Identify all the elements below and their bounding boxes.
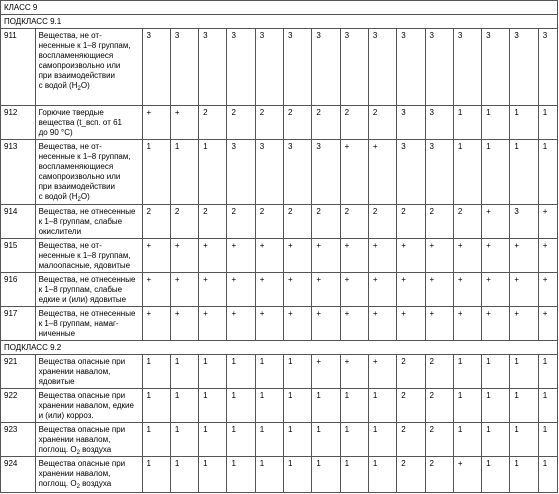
value-cell: 1 [340, 457, 368, 493]
row-description: Вещества, не отнесенные к 1–8 группам, слабые окислители [35, 205, 142, 239]
value-cell: 1 [255, 389, 283, 423]
value-cell: 1 [170, 423, 198, 457]
value-cell: + [142, 307, 170, 341]
value-cell: 3 [284, 140, 312, 205]
value-cell: 1 [142, 140, 170, 205]
table-row [1, 140, 558, 205]
value-cell: 2 [425, 423, 453, 457]
value-cell: 1 [312, 389, 340, 423]
value-cell: 3 [510, 205, 538, 239]
value-cell: 1 [482, 423, 510, 457]
value-cell: 1 [255, 355, 283, 389]
row-description: Вещества, не от- несенные к 1–8 группам, малоопасные, ядовитые [35, 239, 142, 273]
row-description: Вещества, не отнесенные к 1–8 группам, слабые едкие и (или) ядовитые [35, 273, 142, 307]
value-cell: 1 [453, 423, 481, 457]
value-cell: 1 [255, 457, 283, 493]
value-cell: + [397, 239, 425, 273]
value-cell: 1 [482, 140, 510, 205]
row-code: 912 [1, 106, 36, 140]
value-cell: + [170, 273, 198, 307]
value-cell: + [170, 307, 198, 341]
row-code: 915 [1, 239, 36, 273]
value-cell: 1 [510, 457, 538, 493]
value-cell: 3 [312, 29, 340, 106]
value-cell: 3 [227, 29, 255, 106]
value-cell: 3 [170, 29, 198, 106]
value-cell: + [284, 239, 312, 273]
value-cell: + [284, 307, 312, 341]
row-description: Вещества опасные при хранении навалом, поглощ. $O_2$ воздуха [35, 423, 142, 457]
value-cell: 1 [284, 389, 312, 423]
subclass-header-9-1: ПОДКЛАСС 9.1 [1, 15, 558, 29]
value-cell: 1 [538, 140, 557, 205]
value-cell: + [510, 273, 538, 307]
table-row [1, 307, 558, 341]
row-description: Вещества опасные при хранении навалом, ядовитые [35, 355, 142, 389]
value-cell: + [312, 355, 340, 389]
value-cell: + [482, 205, 510, 239]
value-cell: 2 [397, 205, 425, 239]
value-cell: + [199, 307, 227, 341]
value-cell: + [453, 457, 481, 493]
value-cell: 1 [538, 457, 557, 493]
value-cell: 3 [397, 29, 425, 106]
value-cell: 1 [199, 457, 227, 493]
value-cell: 1 [170, 140, 198, 205]
value-cell: + [312, 307, 340, 341]
value-cell: 1 [284, 355, 312, 389]
value-cell: 2 [368, 106, 396, 140]
value-cell: + [142, 106, 170, 140]
value-cell: 1 [170, 389, 198, 423]
value-cell: 3 [453, 29, 481, 106]
value-cell: + [368, 307, 396, 341]
value-cell: 3 [425, 29, 453, 106]
value-cell: + [368, 273, 396, 307]
value-cell: 1 [368, 423, 396, 457]
value-cell: 2 [199, 106, 227, 140]
value-cell: 1 [482, 355, 510, 389]
value-cell: + [425, 307, 453, 341]
value-cell: 3 [425, 140, 453, 205]
value-cell: 3 [482, 29, 510, 106]
value-cell: 1 [170, 355, 198, 389]
value-cell: 1 [284, 457, 312, 493]
value-cell: 1 [340, 389, 368, 423]
row-code: 924 [1, 457, 36, 493]
table-row [1, 273, 558, 307]
table-row [1, 29, 558, 106]
value-cell: 3 [368, 29, 396, 106]
value-cell: 1 [538, 106, 557, 140]
value-cell: 3 [538, 29, 557, 106]
value-cell: 2 [227, 106, 255, 140]
value-cell: 3 [227, 140, 255, 205]
value-cell: 2 [397, 389, 425, 423]
value-cell: 1 [227, 355, 255, 389]
value-cell: + [227, 307, 255, 341]
value-cell: 1 [453, 355, 481, 389]
value-cell: + [340, 140, 368, 205]
value-cell: 1 [340, 423, 368, 457]
value-cell: + [142, 273, 170, 307]
value-cell: + [453, 273, 481, 307]
value-cell: 1 [538, 389, 557, 423]
value-cell: 2 [340, 106, 368, 140]
value-cell: 1 [142, 457, 170, 493]
row-code: 922 [1, 389, 36, 423]
value-cell: 1 [227, 423, 255, 457]
row-description: Вещества, не от- несенные к 1–8 группам, воспламеняющиеся самопроизвольно или при взаимодействии с водой $(H_2O)$ [35, 29, 142, 106]
value-cell: 3 [510, 29, 538, 106]
row-code: 911 [1, 29, 36, 106]
value-cell: 3 [312, 140, 340, 205]
value-cell: + [453, 307, 481, 341]
value-cell: + [255, 273, 283, 307]
value-cell: 1 [482, 389, 510, 423]
row-code: 923 [1, 423, 36, 457]
value-cell: + [340, 273, 368, 307]
row-code: 916 [1, 273, 36, 307]
value-cell: 1 [538, 355, 557, 389]
value-cell: + [538, 307, 557, 341]
value-cell: 1 [199, 140, 227, 205]
value-cell: 1 [510, 355, 538, 389]
value-cell: + [482, 239, 510, 273]
value-cell: 2 [255, 106, 283, 140]
row-code: 914 [1, 205, 36, 239]
row-code: 921 [1, 355, 36, 389]
value-cell: 1 [510, 140, 538, 205]
value-cell: 1 [538, 423, 557, 457]
value-cell: 1 [199, 389, 227, 423]
row-description: Вещества, не отнесенные к 1–8 группам, намаг- ниченные [35, 307, 142, 341]
value-cell: 1 [482, 106, 510, 140]
value-cell: 1 [142, 423, 170, 457]
table-row [1, 457, 558, 493]
value-cell: 2 [340, 205, 368, 239]
value-cell: 2 [425, 205, 453, 239]
value-cell: 1 [142, 355, 170, 389]
value-cell: + [482, 307, 510, 341]
value-cell: 1 [199, 423, 227, 457]
value-cell: + [368, 239, 396, 273]
value-cell: 2 [312, 106, 340, 140]
value-cell: 1 [170, 457, 198, 493]
value-cell: + [397, 273, 425, 307]
value-cell: 2 [397, 355, 425, 389]
value-cell: 2 [255, 205, 283, 239]
table-row [1, 205, 558, 239]
table-row [1, 106, 558, 140]
table-row [1, 389, 558, 423]
value-cell: 2 [227, 205, 255, 239]
row-description: Вещества опасные при хранении навалом, поглощ. $O_2$ воздуха [35, 457, 142, 493]
value-cell: 3 [284, 29, 312, 106]
value-cell: 3 [397, 140, 425, 205]
value-cell: 1 [510, 389, 538, 423]
value-cell: 1 [510, 106, 538, 140]
value-cell: + [255, 307, 283, 341]
value-cell: 1 [312, 423, 340, 457]
value-cell: 1 [312, 457, 340, 493]
value-cell: 2 [170, 205, 198, 239]
value-cell: 2 [284, 205, 312, 239]
value-cell: 2 [312, 205, 340, 239]
value-cell: 2 [425, 457, 453, 493]
value-cell: + [142, 239, 170, 273]
value-cell: 1 [453, 389, 481, 423]
value-cell: 2 [142, 205, 170, 239]
value-cell: + [227, 239, 255, 273]
value-cell: + [312, 239, 340, 273]
value-cell: + [170, 106, 198, 140]
value-cell: + [199, 239, 227, 273]
value-cell: + [425, 273, 453, 307]
value-cell: + [340, 239, 368, 273]
value-cell: 1 [510, 423, 538, 457]
value-cell: 2 [397, 423, 425, 457]
value-cell: + [170, 239, 198, 273]
value-cell: + [340, 355, 368, 389]
value-cell: 3 [340, 29, 368, 106]
value-cell: 1 [284, 423, 312, 457]
value-cell: + [482, 273, 510, 307]
value-cell: + [284, 273, 312, 307]
row-code: 917 [1, 307, 36, 341]
value-cell: 3 [397, 106, 425, 140]
row-code: 913 [1, 140, 36, 205]
value-cell: 1 [482, 457, 510, 493]
value-cell: 3 [142, 29, 170, 106]
value-cell: 2 [199, 205, 227, 239]
value-cell: + [312, 273, 340, 307]
value-cell: + [453, 239, 481, 273]
row-description: Вещества опасные при хранении навалом, едкие и (или) корроз. [35, 389, 142, 423]
value-cell: + [340, 307, 368, 341]
value-cell: 1 [368, 389, 396, 423]
value-cell: + [538, 273, 557, 307]
value-cell: + [510, 239, 538, 273]
table-row [1, 423, 558, 457]
value-cell: + [397, 307, 425, 341]
value-cell: + [538, 205, 557, 239]
value-cell: + [199, 273, 227, 307]
subclass-header-9-2: ПОДКЛАСС 9.2 [1, 341, 558, 355]
value-cell: 3 [425, 106, 453, 140]
row-description: Горючие твердые вещества (t_всп. от 61 до 90 °С) [35, 106, 142, 140]
table-row [1, 355, 558, 389]
value-cell: 1 [142, 389, 170, 423]
value-cell: 2 [368, 205, 396, 239]
value-cell: 1 [453, 140, 481, 205]
value-cell: 1 [199, 355, 227, 389]
value-cell: 2 [284, 106, 312, 140]
value-cell: 3 [255, 29, 283, 106]
value-cell: + [510, 307, 538, 341]
class-header: КЛАСС 9 [1, 1, 558, 15]
value-cell: 1 [227, 389, 255, 423]
value-cell: 1 [227, 457, 255, 493]
row-description: Вещества, не от- несенные к 1–8 группам, воспламеняющиеся самопроизвольно или при взаимодействии с водой $(H_2O)$ [35, 140, 142, 205]
value-cell: 1 [368, 457, 396, 493]
value-cell: 2 [425, 355, 453, 389]
value-cell: 1 [255, 423, 283, 457]
value-cell: + [368, 355, 396, 389]
value-cell: + [425, 239, 453, 273]
value-cell: 2 [397, 457, 425, 493]
value-cell: 3 [199, 29, 227, 106]
value-cell: + [538, 239, 557, 273]
value-cell: 2 [425, 389, 453, 423]
table-row [1, 239, 558, 273]
value-cell: 3 [255, 140, 283, 205]
value-cell: + [227, 273, 255, 307]
value-cell: 2 [453, 205, 481, 239]
value-cell: 1 [453, 106, 481, 140]
value-cell: + [368, 140, 396, 205]
value-cell: + [255, 239, 283, 273]
